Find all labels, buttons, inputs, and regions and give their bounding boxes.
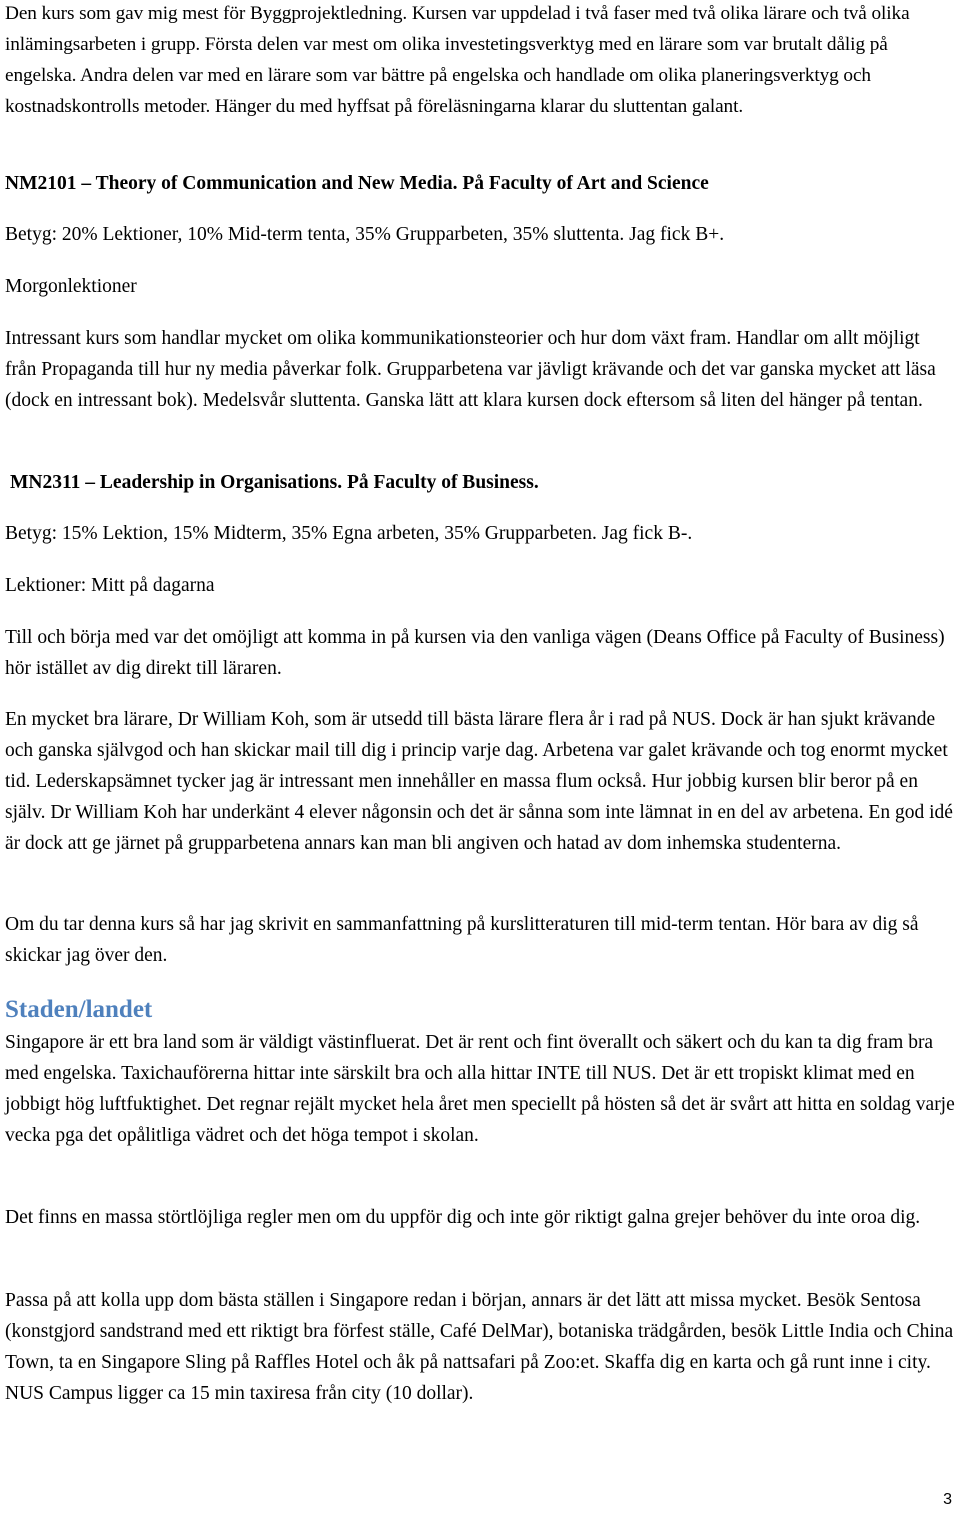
page-number: 3 [943, 1491, 952, 1508]
intro-paragraph: Den kurs som gav mig mest för Byggprojektledning. Kursen var uppdelad i två faser med två olika lärare och två olika inlämingsarbeten i grupp. Första delen var mest om olika investetingsverktyg med en lärare som var brutalt dålig på engelska. Andra delen var med en lärare som var bättre på engelska och handlade om olika planeringsverktyg och kostnadskontrolls metoder. Hänger du med hyffsat på föreläsningarna klarar du sluttentan galant. [5, 3, 910, 117]
mn2311-enrollment-note: Till och börja med var det omöjligt att komma in på kursen via den vanliga vägen (Deans Office på Faculty of Business) hör istället av dig direkt till läraren. [5, 627, 945, 679]
nm2101-course-heading: NM2101 – Theory of Communication and New Media. På Faculty of Art and Science [5, 173, 709, 194]
city-section-heading: Staden/landet [5, 996, 153, 1023]
mn2311-schedule: Lektioner: Mitt på dagarna [5, 575, 215, 596]
nm2101-description: Intressant kurs som handlar mycket om olika kommunikationsteorier och hur dom växt fram. Handlar om allt möjligt från Propaganda till hur ny media påverkar folk. Grupparbetena var jävligt krävande och det var ganska mycket att läsa (dock en intressant bok). Medelsvår sluttenta. Ganska lätt att klara kursen dock eftersom så liten del hänger på tentan. [5, 328, 936, 411]
mn2311-teacher-description: En mycket bra lärare, Dr William Koh, som är utsedd till bästa lärare flera år i rad på NUS. Dock är han sjukt krävande och ganska självgod och han skickar mail till dig i princip varje dag. Arbetena var galet krävande och tog enormt mycket tid. Lederskapsämnet tycker jag är intressant men innehåller en massa flum också. Hur jobbig kursen blir beror på en själv. Dr William Koh har underkänt 4 elever någonsin och det är sånna som inte lämnat in en del av arbetena. En god idé är dock att ge järnet på grupparbetena annars kan man bli angiven och hatad av dom inhemska studenterna. [5, 709, 953, 854]
mn2311-grades: Betyg: 15% Lektion, 15% Midterm, 35% Egna arbeten, 35% Grupparbeten. Jag fick B-. [5, 523, 693, 544]
city-rules-note: Det finns en massa störtlöjliga regler men om du uppför dig och inte gör riktigt galna grejer behöver du inte oroa dig. [5, 1207, 921, 1228]
nm2101-grades: Betyg: 20% Lektioner, 10% Mid-term tenta, 35% Grupparbeten, 35% sluttenta. Jag fick B+. [5, 224, 725, 245]
mn2311-course-heading: MN2311 – Leadership in Organisations. På Faculty of Business. [10, 472, 539, 493]
city-overview: Singapore är ett bra land som är väldigt västinfluerat. Det är rent och fint överallt och säkert och du kan ta dig fram bra med engelska. Taxichauförerna hittar inte särskilt bra och alla hittar INTE till NUS. Det är ett tropiskt klimat med en jobbigt hög luftfuktighet. Det regnar rejält mycket hela året men speciellt på hösten så det är svårt att hitta en soldag varje vecka pga det opålitliga vädret och det höga tempot i skolan. [5, 1032, 955, 1146]
nm2101-schedule: Morgonlektioner [5, 276, 137, 297]
city-tips: Passa på att kolla upp dom bästa ställen i Singapore redan i början, annars är det lätt att missa mycket. Besök Sentosa (konstgjord sandstrand med ett riktigt bra förfest ställe, Café DelMar), botaniska trädgården, besök Little India och China Town, ta en Singapore Sling på Raffles Hotel och åk på nattsafari på Zoo:et. Skaffa dig en karta och gå runt inne i city. NUS Campus ligger ca 15 min taxiresa från city (10 dollar). [5, 1290, 954, 1404]
mn2311-summary-offer: Om du tar denna kurs så har jag skrivit en sammanfattning på kurslitteraturen till mid-term tentan. Hör bara av dig så skickar jag över den. [5, 914, 919, 966]
